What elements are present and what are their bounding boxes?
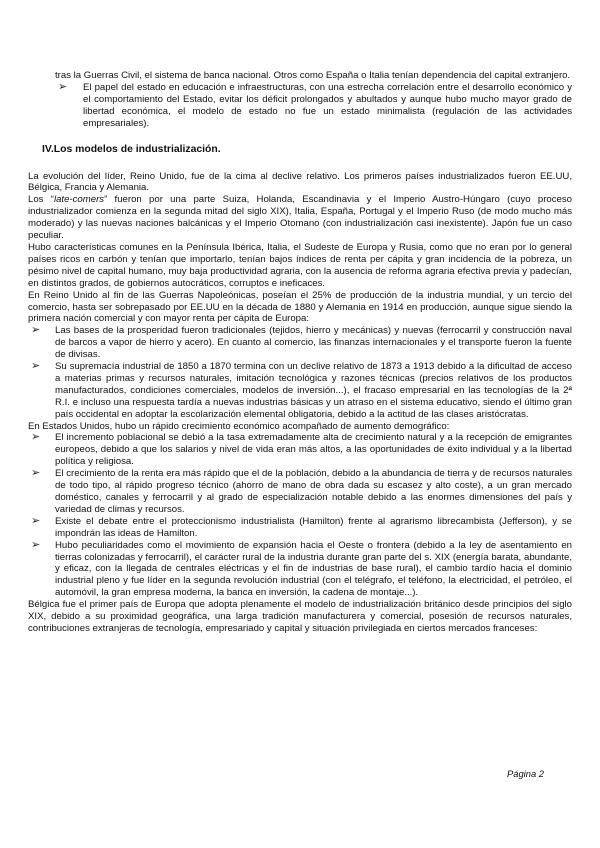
paragraph: Bélgica fue el primer país de Europa que adopta plenamente el modelo de industrialización británico desde principios del siglo XIX, debido a su proximidad geográfica, una larga tradición manufacturera y comercial, posesión de recursos naturales, contribuciones extranjeras de tecnología, empresariado y capital y situación privilegiada en ciertos mercados franceses: <box>28 599 572 634</box>
emphasis-term: late-comers <box>53 194 105 206</box>
list-item-text: Su supremacía industrial de 1850 a 1870 termina con un declive relativo de 1873 a 1913 debido a la dificultad de acceso a materias primas y recursos naturales, imitación tecnológica y razones técnicas (precios relativos de los productos manufacturados, condiciones comerciales, modelos de inversión...), el fracaso empresarial en las tecnologías de la 2ª R.I. e incluso una respuesta tardía a nuevas industrias básicas y un atraso en el sistema educativo, siendo el último gran país occidental en adoptar la escolarización elemental obligatoria, debido a la actitud de las clases aristócratas. <box>55 361 572 420</box>
list-item-text: Hubo peculiaridades como el movimiento de expansión hacia el Oeste o frontera (debido a la ley de asentamiento en tierras colonizadas y ferrocarril), el carácter rural de la industria durante gran parte del s. XIX (energía barata, abundante, y eficaz, con la llegada de centrales eléctricas y el fin de industrias de base rural), el cambio tardío hacia el dominio industrial pleno y fue líder en la segunda revolución industrial (con el telégrafo, el teléfono, la electricidad, el petróleo, el automóvil, la gran empresa moderna, la banca en inversión, la cadena de montaje...). <box>55 539 572 599</box>
arrow-bullet-icon: ➢ <box>31 514 41 527</box>
list-item-text: El papel del estado en educación e infraestructuras, con una estrecha correlación entre el desarrollo económico y el comportamiento del Estado, evitar los déficit prolongados y abultados y aunque hubo mucho mayor grado de libertad económica, el modelo de estado no fue un estado minimalista (regulación de las actividades empresariales). <box>83 81 572 129</box>
paragraph: En Estados Unidos, hubo un rápido crecimiento económico acompañado de aumento demográfico: <box>28 420 450 432</box>
list-item-text: El crecimiento de la renta era más rápido que el de la población, debido a la abundancia de tierra y de recursos naturales de todo tipo, al rápido progreso técnico (ahorro de mano de obra dada su escasez y alto coste), a un gran mercado doméstico, canales y ferrocarril y al grado de especialización notable debido a las enormes dimensiones del país y variedad de climas y recursos. <box>55 468 572 515</box>
list-item <box>28 82 572 130</box>
paragraph: Hubo características comunes en la Península Ibérica, Italia, el Sudeste de Europa y Rusia, como que no eran por lo general países ricos en carbón y tenían que importarlo, tenían bajos índices de renta per cápita y gran incidencia de la pobreza, un pésimo nivel de capital humano, muy baja productividad agraria, con la ausencia de reforma agraria efectiva previa y padecían, en distintos grados, de gobiernos autocráticos, corruptos e ineficaces. <box>28 241 572 289</box>
arrow-bullet-icon: ➢ <box>31 324 41 337</box>
page-body <box>28 70 572 635</box>
list-item <box>28 540 572 600</box>
list-item <box>28 361 572 421</box>
continuation-text: tras la Guerras Civil, el sistema de banca nacional. Otros como España o Italia tenían dependencia del capital extranjero. <box>55 70 571 81</box>
list-item <box>28 325 572 361</box>
paragraph: La evolución del líder, Reino Unido, fue de la cima al declive relativo. Los primeros países industrializados fueron EE.UU, Bélgica, Francia y Alemania. <box>28 170 572 194</box>
list-item-text: Las bases de la prosperidad fueron tradicionales (tejidos, hierro y mecánicas) y nuevas (ferrocarril y construcción naval de barcos a vapor de hierro y acero). En cuanto al comercio, las finanzas internacionales y el transporte fueron la fuente de divisas. <box>55 325 572 361</box>
page-number: Página 2 <box>506 768 544 779</box>
arrow-bullet-icon: ➢ <box>31 538 41 551</box>
paragraph: Los “late-comers” fueron por una parte Suiza, Holanda, Escandinavia y el Imperio Austro-Húngaro (cuyo proceso industrializador comienza en la segunda mitad del siglo XIX), Italia, España, Portugal y el Imperio Ruso (de modo mucho más moderado) y las nuevas naciones balcánicas y el Imperio Otomano (con industrialización casi inexistente). Japón fue un caso peculiar. <box>28 194 572 242</box>
list-item <box>28 516 572 540</box>
arrow-bullet-icon: ➢ <box>31 431 41 444</box>
list-item-text: Existe el debate entre el proteccionismo industrialista (Hamilton) frente al agrarismo librecambista (Jefferson), y se impondrán las ideas de Hamilton. <box>55 515 572 539</box>
section-heading: IV.Los modelos de industrialización. <box>42 143 221 155</box>
list-item-text: El incremento poblacional se debió a la tasa extremadamente alta de crecimiento natural y a la recepción de emigrantes europeos, debido a que los salarios y nivel de vida eran más altos, a las oportunidades de éxito individual y a la libertad política y religiosa. <box>55 432 572 468</box>
paragraph: En Reino Unido al fin de las Guerras Napoleónicas, poseían el 25% de producción de la industria mundial, y un tercio del comercio, hasta ser sobrepasado por EE.UU en la década de 1880 y Alemania en 1914 en producción, aunque sigue siendo la primera nación comercial y con mayor renta per cápita de Europa: <box>28 289 572 325</box>
arrow-bullet-icon: ➢ <box>31 467 41 480</box>
arrow-bullet-icon: ➢ <box>31 360 41 373</box>
list-item <box>28 432 572 468</box>
list-item <box>28 468 572 516</box>
arrow-bullet-icon: ➢ <box>58 80 68 93</box>
